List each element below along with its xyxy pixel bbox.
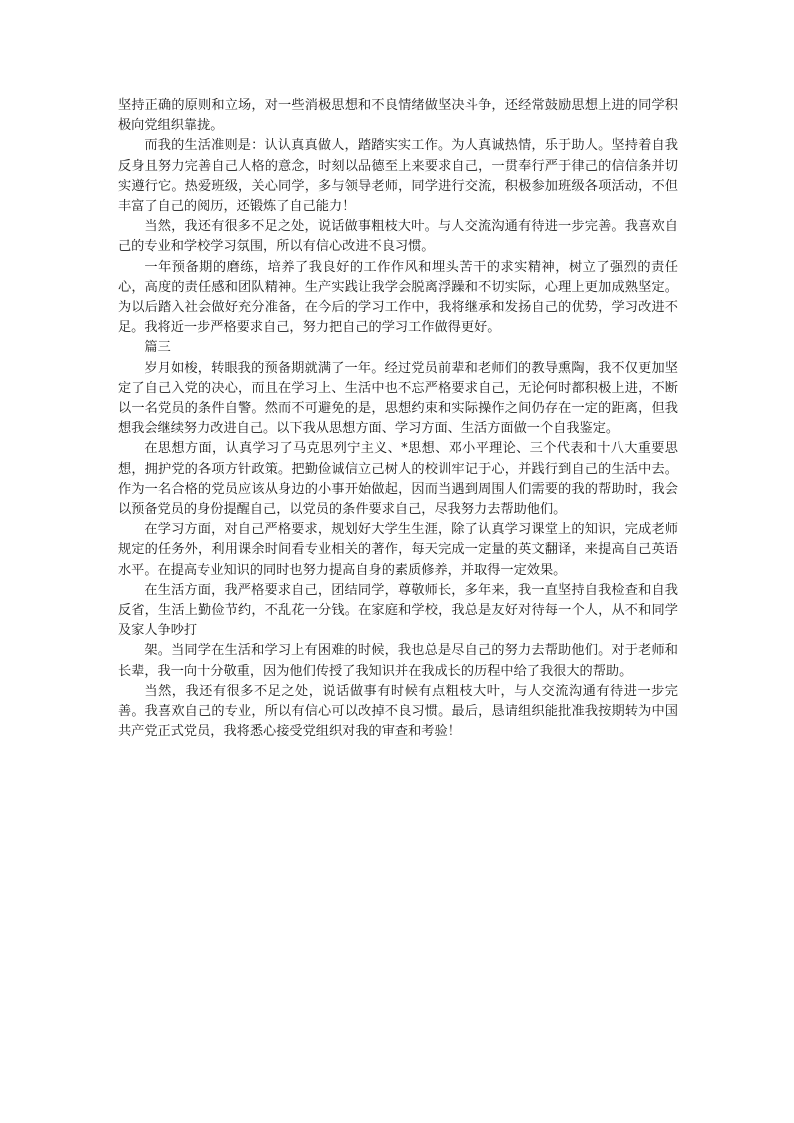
section-heading: 篇三	[144, 340, 171, 356]
paragraph: 在思想方面，认真学习了马克思列宁主义、*思想、邓小平理论、三个代表和十八大重要思想，拥护党的各项方针政策。把勤俭诚信立己树人的校训牢记于心，并践行到自己的生活中去。作为一名合格的党员应该从身边的小事开始做起，因而当遇到周围人们需要的我的帮助时，我会以预备党员的身份提醒自己，以党员的条件要求自己，尽我努力去帮助他们。	[118, 441, 678, 518]
paragraph: 坚持正确的原则和立场，对一些消极思想和不良情绪做坚决斗争，还经常鼓励思想上进的同学积极向党组织靠拢。	[118, 98, 678, 134]
document-body	[118, 96, 678, 743]
paragraph: 当然，我还有很多不足之处，说话做事粗枝大叶。与人交流沟通有待进一步完善。我喜欢自己的专业和学校学习氛围，所以有信心改进不良习惯。	[118, 219, 678, 255]
paragraph: 在学习方面，对自己严格要求，规划好大学生生涯，除了认真学习课堂上的知识，完成老师规定的任务外，利用课余时间看专业相关的著作，每天完成一定量的英文翻译，来提高自己英语水平。在提高专业知识的同时也努力提高自身的素质修养，并取得一定效果。	[118, 522, 678, 578]
paragraph: 在生活方面，我严格要求自己，团结同学，尊敬师长，多年来，我一直坚持自我检查和自我反省，生活上勤俭节约，不乱花一分钱。在家庭和学校，我总是友好对待每一个人，从不和同学及家人争吵打	[118, 582, 678, 639]
paragraph: 岁月如梭，转眼我的预备期就满了一年。经过党员前辈和老师们的教导熏陶，我不仅更加坚定了自己入党的决心，而且在学习上、生活中也不忘严格要求自己，无论何时都积极上进，不断以一名党员的条件自警。然而不可避免的是，思想约束和实际操作之间仍存在一定的距离，但我想我会继续努力改进自己。以下我从思想方面、学习方面、生活方面做一个自我鉴定。	[118, 360, 678, 437]
paragraph: 而我的生活准则是：认认真真做人，踏踏实实工作。为人真诚热情，乐于助人。坚持着自我反身且努力完善自己人格的意念，时刻以品德至上来要求自己，一贯奉行严于律己的信信条并切实遵行它。热爱班级，关心同学，多与领导老师，同学进行交流，积极参加班级各项活动，不但丰富了自己的阅历，还锻炼了自己能力！	[118, 138, 678, 215]
paragraph: 一年预备期的磨练，培养了我良好的工作作风和埋头苦干的求实精神，树立了强烈的责任心，高度的责任感和团队精神。生产实践让我学会脱离浮躁和不切实际，心理上更加成熟坚定。为以后踏入社会做好充分准备，在今后的学习工作中，我将继承和发扬自己的优势，学习改进不足。我将近一步严格要求自己，努力把自己的学习工作做得更好。	[118, 259, 678, 336]
paragraph: 架。当同学在生活和学习上有困难的时候，我也总是尽自己的努力去帮助他们。对于老师和长辈，我一向十分敬重，因为他们传授了我知识并在我成长的历程中给了我很大的帮助。	[118, 643, 678, 679]
paragraph: 当然，我还有很多不足之处，说话做事有时候有点粗枝大叶，与人交流沟通有待进一步完善。我喜欢自己的专业，所以有信心可以改掉不良习惯。最后，恳请组织能批准我按期转为中国共产党正式党员，我将悉心接受党组织对我的审查和考验！	[118, 683, 678, 740]
